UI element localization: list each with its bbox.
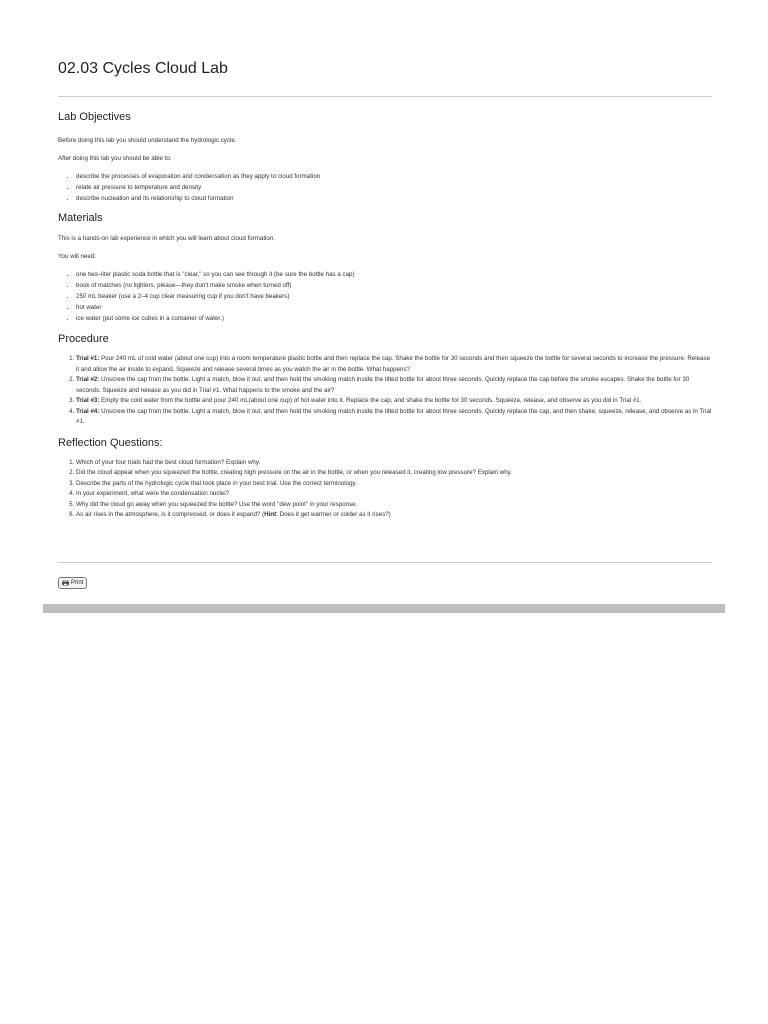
materials-list xyxy=(58,269,712,324)
reflection-question xyxy=(76,510,712,521)
reflection-question: 2. Did the cloud appear when you squeezed the bottle, creating high pressure on the air in the bottle, or when you released it, creating low pressure? Explain why. xyxy=(76,468,712,479)
lab-content xyxy=(58,108,712,521)
trial-text: Unscrew the cap from the bottle. Light a match, blow it out, and then hold the smoking match inside the tilted bottle for about three seconds. Quickly replace the cap before the smoke escapes. Shake the bottle for 30 seconds. Squeeze and release as you did in Trial #1. What happens to the smoke and the air? xyxy=(76,376,690,394)
procedure-step xyxy=(76,375,712,396)
print-button-label: Print xyxy=(71,580,84,586)
list-item: • describe the processes of evaporation and condensation as they apply to cloud formation xyxy=(76,171,712,182)
list-item: • book of matches (no lighters, please—they don't make smoke when turned off) xyxy=(76,280,712,291)
list-item: • 250 mL beaker (use a 2–4 cup clear measuring cup if you don't have beakers) xyxy=(76,291,712,302)
trial-text: Empty the cold water from the bottle and pour 240 mL(about one cup) of hot water into it. Replace the cap, and shake the bottle for 30 seconds. Squeeze, release, and observe as you did in Trial #1. xyxy=(99,397,642,404)
procedure-step xyxy=(76,396,712,407)
reflection-list xyxy=(58,458,712,521)
procedure-step xyxy=(76,354,712,375)
procedure-list xyxy=(58,354,712,428)
list-item: • one two–liter plastic soda bottle that is "clear," so you can see through it (be sure the bottle has a cap) xyxy=(76,269,712,280)
reflection-question: 5. Why did the cloud go away when you squeezed the bottle? Use the word "dew point" in your response. xyxy=(76,500,712,511)
printer-icon xyxy=(62,580,69,586)
reflection-question: 1. Which of your four trials had the best cloud formation? Explain why. xyxy=(76,458,712,469)
materials-intro-2: You will need: xyxy=(58,253,96,260)
objectives-intro-1: Before doing this lab you should understand the hydrologic cycle. xyxy=(58,137,237,144)
content-divider xyxy=(58,562,712,563)
trial-label: Trial #3: xyxy=(76,397,100,404)
hint-label: Hint xyxy=(264,511,277,518)
procedure-step xyxy=(76,407,712,428)
page-title: 02.03 Cycles Cloud Lab xyxy=(58,60,228,77)
trial-text: Pour 240 mL of cold water (about one cup) into a room temperature plastic bottle and then replace the cap. Shake the bottle for 30 seconds and then squeeze the bottle for several seconds to increase the pressure. Release it and allow the air inside to expand. Squeeze and release several times as you watch the air in the bottle. What happens? xyxy=(76,355,711,373)
objectives-list xyxy=(58,171,712,204)
trial-label: Trial #2: xyxy=(76,376,100,383)
title-divider xyxy=(58,96,712,97)
materials-heading: Materials xyxy=(58,212,103,224)
procedure-heading: Procedure xyxy=(58,333,109,345)
hint-text: : Does it get warmer or colder as it rises?) xyxy=(276,511,391,518)
objectives-heading: Lab Objectives xyxy=(58,111,131,123)
trial-text: Unscrew the cap from the bottle. Light a match, blow it out, and then hold the smoking match inside the tilted bottle for about three seconds. Quickly replace the cap, and then shake, squeeze, release, and observe as in Trial #1. xyxy=(76,407,712,425)
reflection-question: 3. Describe the parts of the hydrologic cycle that took place in your best trial. Use the correct terminology. xyxy=(76,479,712,490)
list-item: • relate air pressure to temperature and density xyxy=(76,182,712,193)
materials-intro-1: This is a hands-on lab experience in which you will learn about cloud formation. xyxy=(58,235,276,242)
trial-label: Trial #4: xyxy=(76,407,100,415)
footer-bar xyxy=(43,604,725,613)
list-item: • ice water (put some ice cubes in a container of water.) xyxy=(76,313,712,324)
list-item: • describe nucleation and its relationship to cloud formation xyxy=(76,193,712,204)
objectives-intro-2: After doing this lab you should be able to: xyxy=(58,155,172,162)
trial-label: Trial #1: xyxy=(76,355,100,362)
print-button[interactable] xyxy=(58,577,87,589)
reflection-heading: Reflection Questions: xyxy=(58,436,163,449)
question-text: As air rises in the atmosphere, is it compressed, or does it expand? ( xyxy=(76,511,265,518)
list-item: • hot water xyxy=(76,302,712,313)
reflection-question: 4. In your experiment, what were the condensation nuclei? xyxy=(76,489,712,500)
